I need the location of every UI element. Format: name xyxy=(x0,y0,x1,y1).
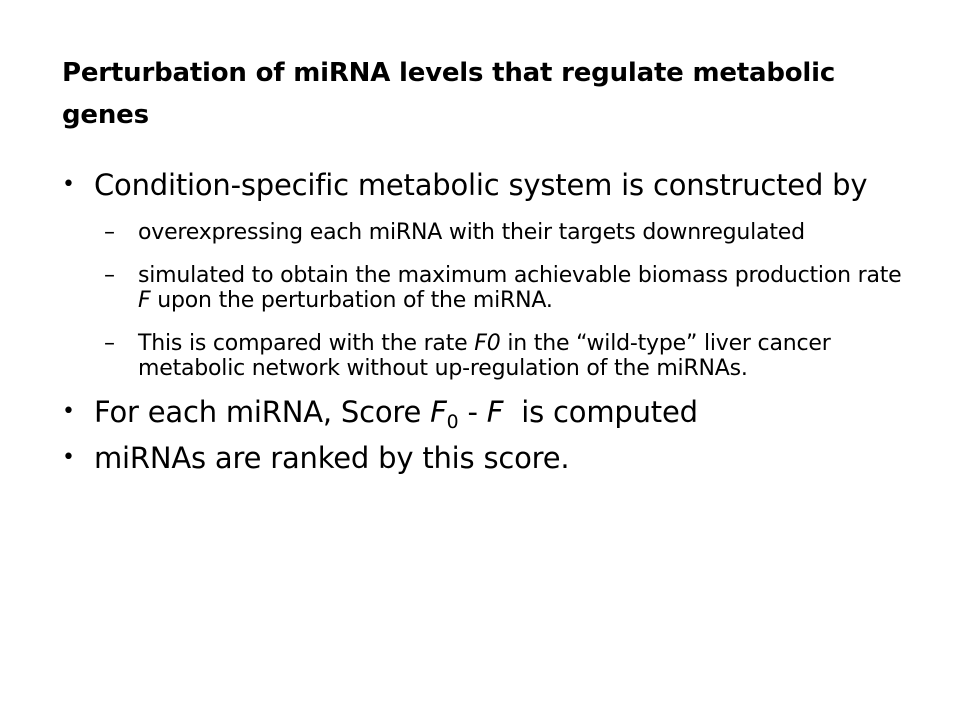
bullet-text: Condition-specific metabolic system is constructed by xyxy=(94,168,868,202)
slide-title: Perturbation of miRNA levels that regulate metabolic genes xyxy=(62,58,836,130)
sub-text: overexpressing each miRNA with their targets downregulated xyxy=(138,220,805,245)
sub-item-compared xyxy=(62,331,912,381)
sub-item-overexpressing xyxy=(62,220,912,245)
slide-content xyxy=(62,168,912,475)
dash-marker: – xyxy=(104,263,115,288)
dash-marker: – xyxy=(104,220,115,245)
variable-f: F xyxy=(138,288,151,313)
subscript-zero: 0 xyxy=(446,412,459,433)
sub-text xyxy=(138,331,831,381)
sub-text xyxy=(138,263,902,313)
variable-f: F xyxy=(486,395,504,429)
bullet-item-construction xyxy=(62,168,912,202)
sub-text-pre: simulated to obtain the maximum achievable biomass production rate xyxy=(138,263,902,288)
bullet-marker: • xyxy=(62,172,75,197)
sub-text-post: in the “wild-type” liver cancer metabolic network without up-regulation of the miRNAs. xyxy=(138,331,831,381)
variable-f: F xyxy=(430,395,447,429)
bullet-text: miRNAs are ranked by this score. xyxy=(94,441,570,475)
variable-f0: F0 xyxy=(474,331,501,356)
score-post: is computed xyxy=(503,395,698,429)
bullet-marker: • xyxy=(62,445,75,470)
bullet-marker: • xyxy=(62,399,75,424)
sub-text-post: upon the perturbation of the miRNA. xyxy=(150,288,553,313)
sub-text-pre: This is compared with the rate xyxy=(138,331,475,356)
minus-sign: - xyxy=(458,395,487,429)
dash-marker: – xyxy=(104,331,115,356)
bullet-item-ranked xyxy=(62,441,912,475)
bullet-item-score xyxy=(62,395,912,433)
bullet-text xyxy=(94,395,698,433)
score-pre: For each miRNA, Score xyxy=(94,395,431,429)
sub-item-simulated xyxy=(62,263,912,313)
